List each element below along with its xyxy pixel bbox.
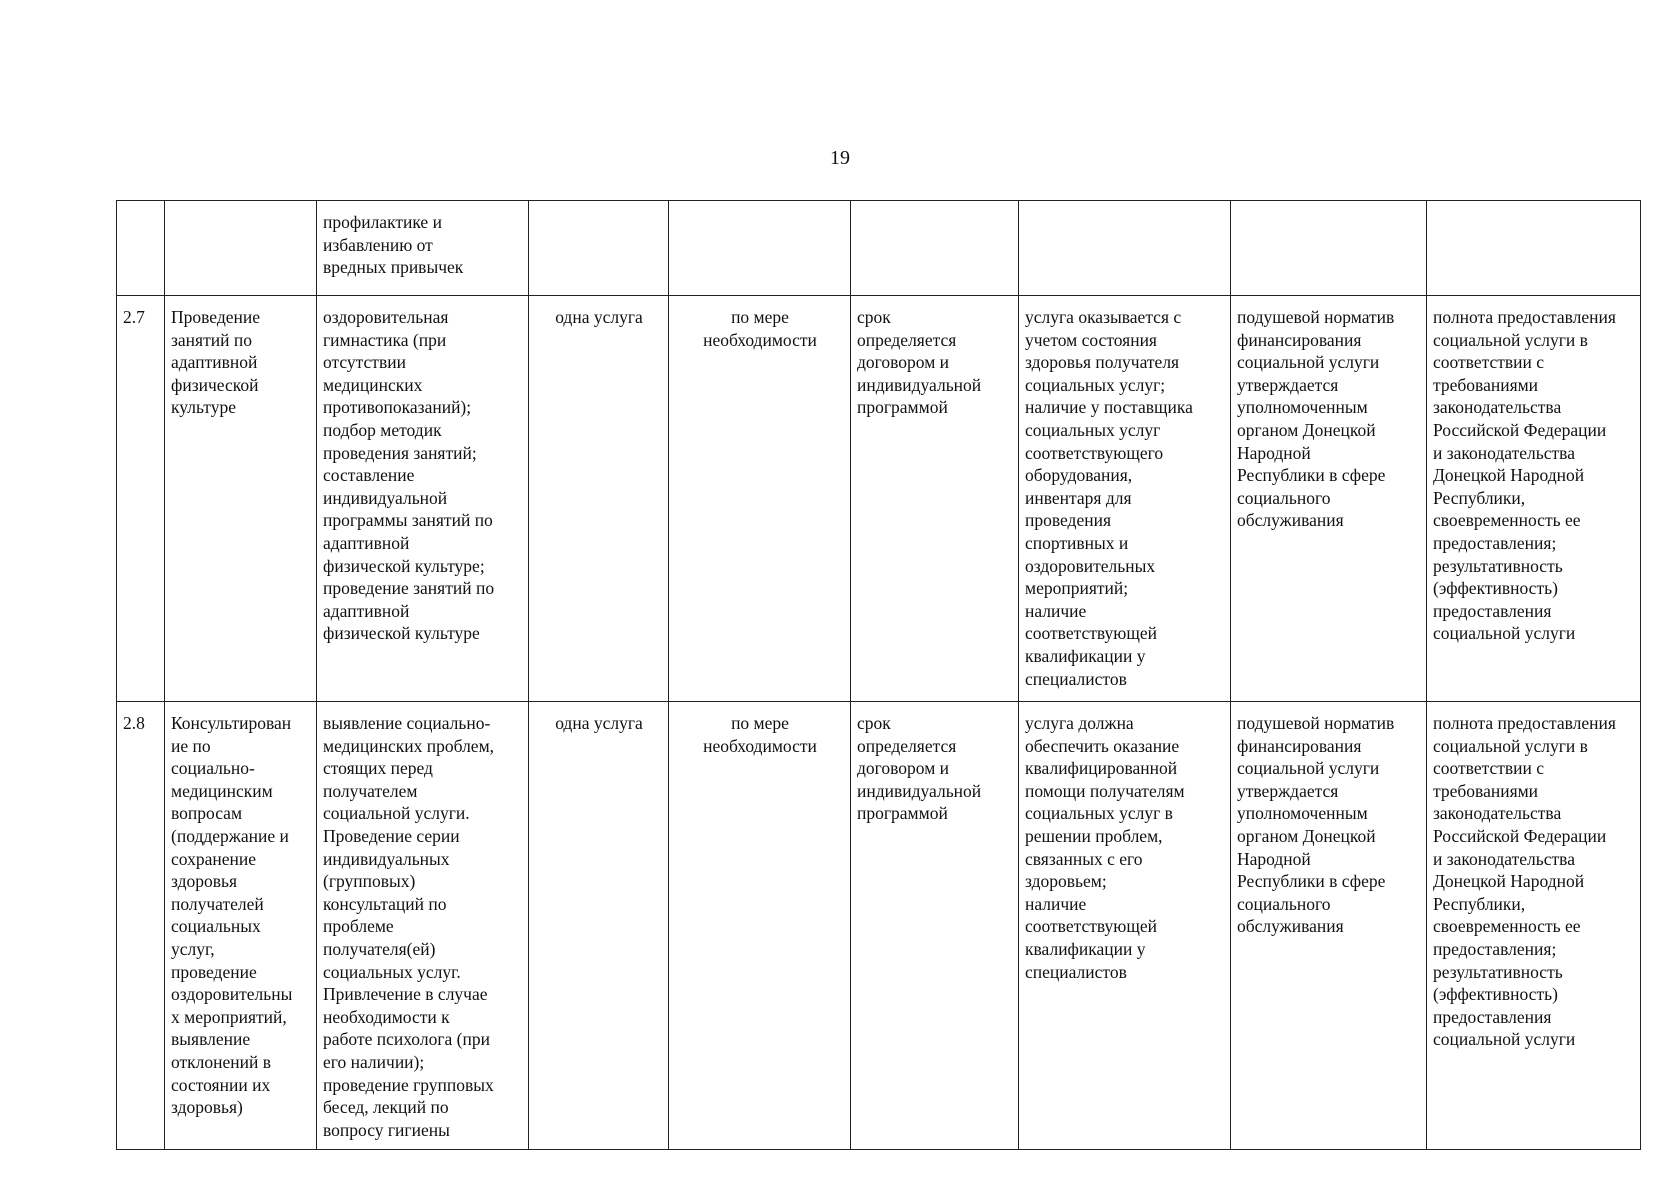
cell-quality	[1427, 201, 1641, 296]
cell-frequency	[669, 201, 851, 296]
cell-service-content: оздоровительная гимнастика (при отсутствии медицинских противопоказаний); подбор методик проведения занятий; составление индивидуальной программы занятий по адаптивной физической культуре; проведение занятий по адаптивной физической культуре	[317, 296, 529, 702]
cell-service-name: Проведение занятий по адаптивной физической культуре	[165, 296, 317, 702]
cell-frequency: по мере необходимости	[669, 702, 851, 1150]
cell-service-name	[165, 201, 317, 296]
page-number: 19	[830, 147, 850, 169]
table-row	[117, 296, 1641, 702]
cell-frequency: по мере необходимости	[669, 296, 851, 702]
cell-term: срок определяется договором и индивидуальной программой	[851, 702, 1019, 1150]
services-table	[116, 200, 1641, 1150]
cell-unit: одна услуга	[529, 296, 669, 702]
table-row	[117, 201, 1641, 296]
cell-conditions: услуга оказывается с учетом состояния здоровья получателя социальных услуг; наличие у поставщика социальных услуг соответствующего оборудования, инвентаря для проведения спортивных и оздоровительных мероприятий; наличие соответствующей квалификации у специалистов	[1019, 296, 1231, 702]
cell-quality: полнота предоставления социальной услуги в соответствии с требованиями законодательства Российской Федерации и законодательства Донецкой Народной Республики, своевременность ее предоставления; результативность (эффективность) предоставления социальной услуги	[1427, 296, 1641, 702]
cell-unit: одна услуга	[529, 702, 669, 1150]
cell-term	[851, 201, 1019, 296]
cell-service-content: выявление социально- медицинских проблем, стоящих перед получателем социальной услуги. Проведение серии индивидуальных (групповых) консультаций по проблеме получателя(ей) социальных услуг. Привлечение в случае необходимости к работе психолога (при его наличии); проведение групповых бесед, лекций по вопросу гигиены	[317, 702, 529, 1150]
cell-num: 2.8	[117, 702, 165, 1150]
cell-service-name: Консультирован ие по социально- медицинским вопросам (поддержание и сохранение здоровья получателей социальных услуг, проведение оздоровительны х мероприятий, выявление отклонений в состоянии их здоровья)	[165, 702, 317, 1150]
cell-financing	[1231, 201, 1427, 296]
cell-conditions	[1019, 201, 1231, 296]
table-row	[117, 702, 1641, 1150]
cell-term: срок определяется договором и индивидуальной программой	[851, 296, 1019, 702]
cell-conditions: услуга должна обеспечить оказание квалифицированной помощи получателям социальных услуг в решении проблем, связанных с его здоровьем; наличие соответствующей квалификации у специалистов	[1019, 702, 1231, 1150]
cell-quality: полнота предоставления социальной услуги в соответствии с требованиями законодательства Российской Федерации и законодательства Донецкой Народной Республики, своевременность ее предоставления; результативность (эффективность) предоставления социальной услуги	[1427, 702, 1641, 1150]
cell-unit	[529, 201, 669, 296]
cell-num: 2.7	[117, 296, 165, 702]
cell-service-content: профилактике и избавлению от вредных привычек	[317, 201, 529, 296]
cell-financing: подушевой норматив финансирования социальной услуги утверждается уполномоченным органом Донецкой Народной Республики в сфере социального обслуживания	[1231, 296, 1427, 702]
cell-financing: подушевой норматив финансирования социальной услуги утверждается уполномоченным органом Донецкой Народной Республики в сфере социального обслуживания	[1231, 702, 1427, 1150]
cell-num	[117, 201, 165, 296]
